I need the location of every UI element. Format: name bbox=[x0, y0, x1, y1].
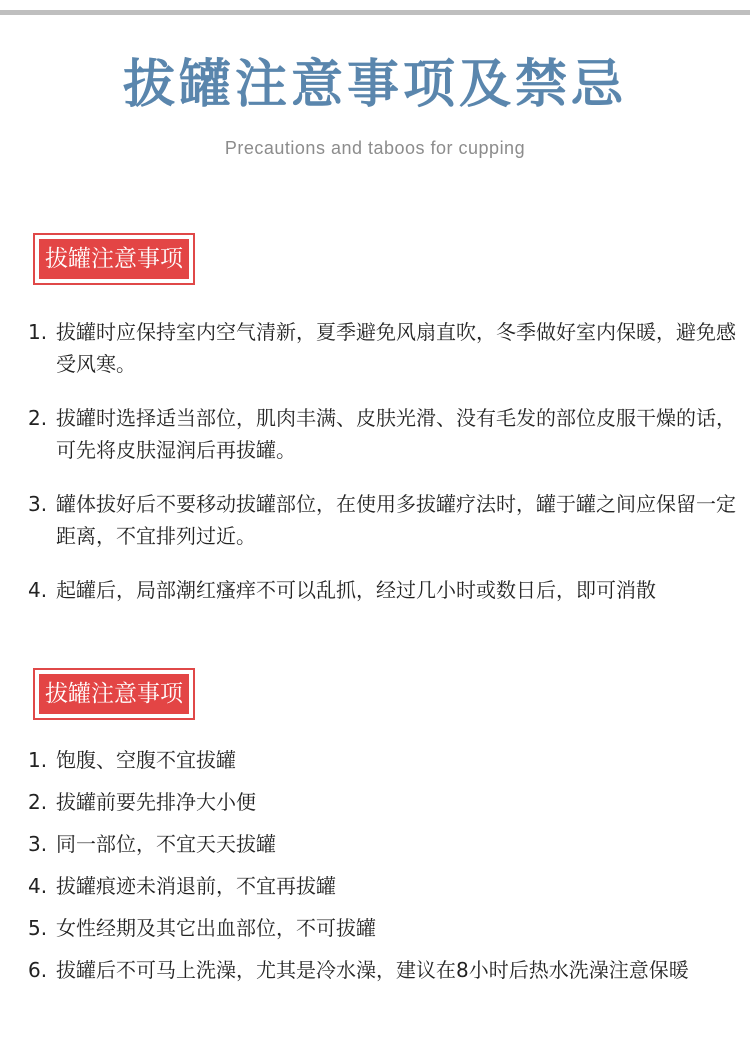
section-tag-label: 拔罐注意事项 bbox=[39, 239, 189, 279]
list-item bbox=[28, 488, 743, 552]
section-tag-label: 拔罐注意事项 bbox=[39, 674, 189, 714]
list-item bbox=[28, 912, 743, 944]
list-item bbox=[28, 744, 743, 776]
precautions-list bbox=[28, 316, 743, 628]
list-item-text: 起罐后，局部潮红瘙痒不可以乱抓，经过几小时或数日后，即可消散 bbox=[56, 578, 656, 602]
taboos-list bbox=[28, 744, 743, 996]
list-item-number: 2. bbox=[28, 790, 48, 814]
list-item bbox=[28, 828, 743, 860]
list-item-text: 同一部位，不宜天天拔罐 bbox=[56, 832, 276, 856]
page-title: 拔罐注意事项及禁忌 bbox=[122, 55, 627, 115]
list-item-text: 拔罐前要先排净大小便 bbox=[56, 790, 256, 814]
list-item bbox=[28, 574, 743, 606]
list-item-number: 4. bbox=[28, 578, 48, 602]
list-item-number: 1. bbox=[28, 748, 48, 772]
list-item-number: 4. bbox=[28, 874, 48, 898]
list-item-number: 6. bbox=[28, 958, 48, 982]
list-item bbox=[28, 402, 743, 466]
list-item bbox=[28, 316, 743, 380]
list-item-text: 拔罐后不可马上洗澡，尤其是冷水澡，建议在8小时后热水洗澡注意保暖 bbox=[56, 958, 689, 982]
top-divider bbox=[0, 10, 750, 15]
list-item-text: 罐体拔好后不要移动拔罐部位，在使用多拔罐疗法时，罐于罐之间应保留一定距离，不宜排列过近。 bbox=[56, 492, 736, 548]
list-item-text: 女性经期及其它出血部位，不可拔罐 bbox=[56, 916, 376, 940]
list-item bbox=[28, 870, 743, 902]
list-item bbox=[28, 954, 743, 986]
list-item-text: 饱腹、空腹不宜拔罐 bbox=[56, 748, 236, 772]
list-item-number: 1. bbox=[28, 320, 48, 344]
list-item bbox=[28, 786, 743, 818]
list-item-text: 拔罐时应保持室内空气清新，夏季避免风扇直吹，冬季做好室内保暖，避免感受风寒。 bbox=[56, 320, 736, 376]
list-item-number: 2. bbox=[28, 406, 48, 430]
list-item-number: 3. bbox=[28, 832, 48, 856]
list-item-number: 5. bbox=[28, 916, 48, 940]
section-tag-taboos bbox=[33, 668, 195, 720]
list-item-text: 拔罐痕迹未消退前，不宜再拔罐 bbox=[56, 874, 336, 898]
list-item-number: 3. bbox=[28, 492, 48, 516]
page-subtitle: Precautions and taboos for cupping bbox=[224, 138, 526, 158]
section-tag-precautions bbox=[33, 233, 195, 285]
list-item-text: 拔罐时选择适当部位，肌肉丰满、皮肤光滑、没有毛发的部位皮服干燥的话，可先将皮肤湿润后再拔罐。 bbox=[56, 406, 736, 462]
